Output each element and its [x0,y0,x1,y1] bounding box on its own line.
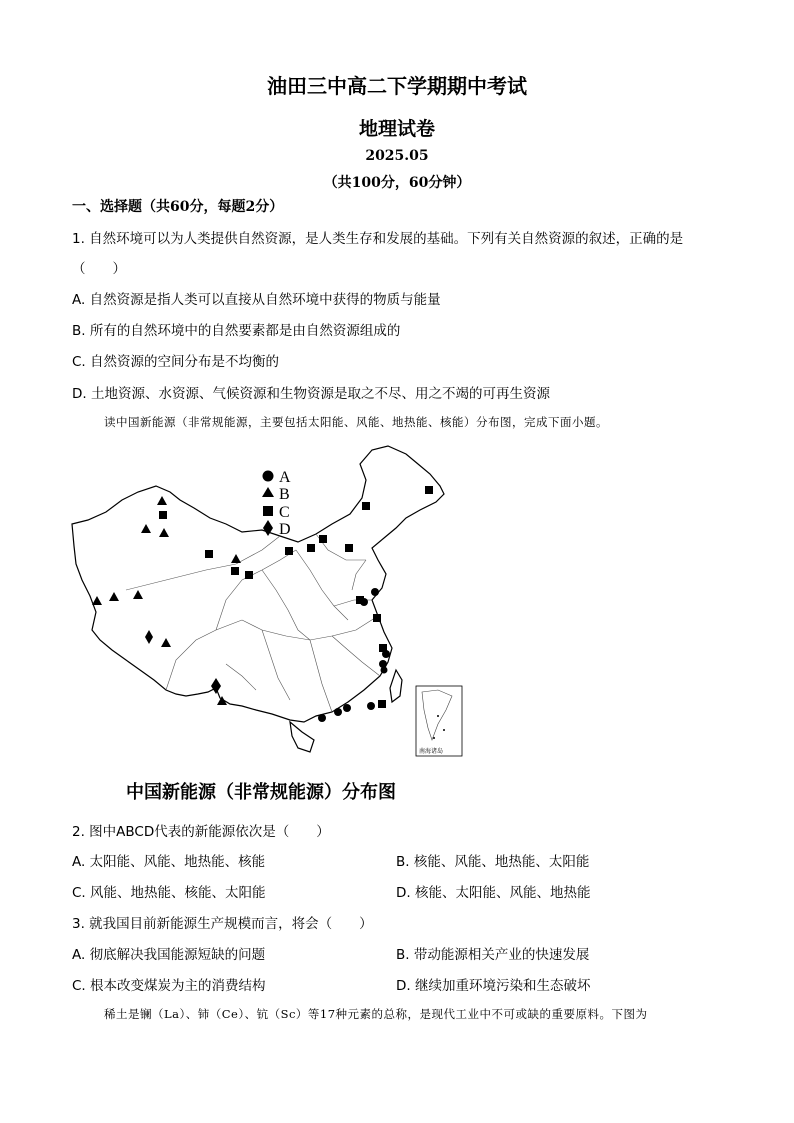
inset-label: 南海诸岛 [419,748,444,755]
q1-option-c: C. 自然资源的空间分布是不均衡的 [72,354,280,370]
china-outline [72,446,444,752]
q3-option-a: A. 彻底解决我国能源短缺的问题 [72,947,266,963]
exam-score-info: （共100分，60分钟） [323,175,471,191]
legend-label-b: B [279,486,290,503]
legend [262,469,291,538]
q2-option-d: D. 核能、太阳能、风能、地热能 [396,885,591,901]
markers-c-squares [159,486,433,708]
q1-stem-line2: （ ） [72,261,126,277]
legend-label-d: D [279,521,291,538]
exam-title: 油田三中高二下学期期中考试 [267,74,527,98]
q2-option-a: A. 太阳能、风能、地热能、核能 [72,854,266,870]
q1-option-a: A. 自然资源是指人类可以直接从自然环境中获得的物质与能量 [72,292,441,308]
q3-option-d: D. 继续加重环境污染和生态破坏 [396,978,591,994]
q1-stem-line1: 1. 自然环境可以为人类提供自然资源，是人类生存和发展的基础。下列有关自然资源的叙述，正确的是 [72,231,684,247]
section-heading: 一、选择题（共60分，每题2分） [72,199,284,215]
q2-stem: 2. 图中ABCD代表的新能源依次是（ ） [72,824,330,840]
south-china-sea-inset [416,686,462,756]
map-caption: 中国新能源（非常规能源）分布图 [126,782,396,803]
q3-option-b: B. 带动能源相关产业的快速发展 [396,947,590,963]
q2-option-c: C. 风能、地热能、核能、太阳能 [72,885,266,901]
taiwan-island [390,670,402,702]
markers-b-triangles [92,496,241,705]
exam-subject: 地理试卷 [358,118,435,140]
q3-stem: 3. 就我国目前新能源生产规模而言，将会（ ） [72,916,373,932]
q3-option-c: C. 根本改变煤炭为主的消费结构 [72,978,266,994]
reading-intro-energy: 读中国新能源（非常规能源，主要包括太阳能、风能、地热能、核能）分布图，完成下面小题。 [104,415,608,429]
legend-label-c: C [279,504,290,521]
province-borders [126,534,380,712]
china-energy-map [66,440,476,770]
legend-square-icon [263,506,273,516]
q2-option-b: B. 核能、风能、地热能、太阳能 [396,854,590,870]
hainan-island [290,722,314,752]
legend-circle-icon [263,471,274,482]
reading-intro-rare-earth: 稀土是镧（La）、铈（Ce）、钪（Sc）等17种元素的总称，是现代工业中不可或缺的重要原料。下图为 [104,1007,648,1021]
legend-label-a: A [279,469,291,486]
q1-option-b: B. 所有的自然环境中的自然要素都是由自然资源组成的 [72,323,401,339]
markers-d-diamonds [145,630,221,694]
exam-date: 2025.05 [365,148,429,164]
q1-option-d: D. 土地资源、水资源、气候资源和生物资源是取之不尽、用之不竭的可再生资源 [72,386,550,402]
legend-triangle-icon [262,487,274,497]
